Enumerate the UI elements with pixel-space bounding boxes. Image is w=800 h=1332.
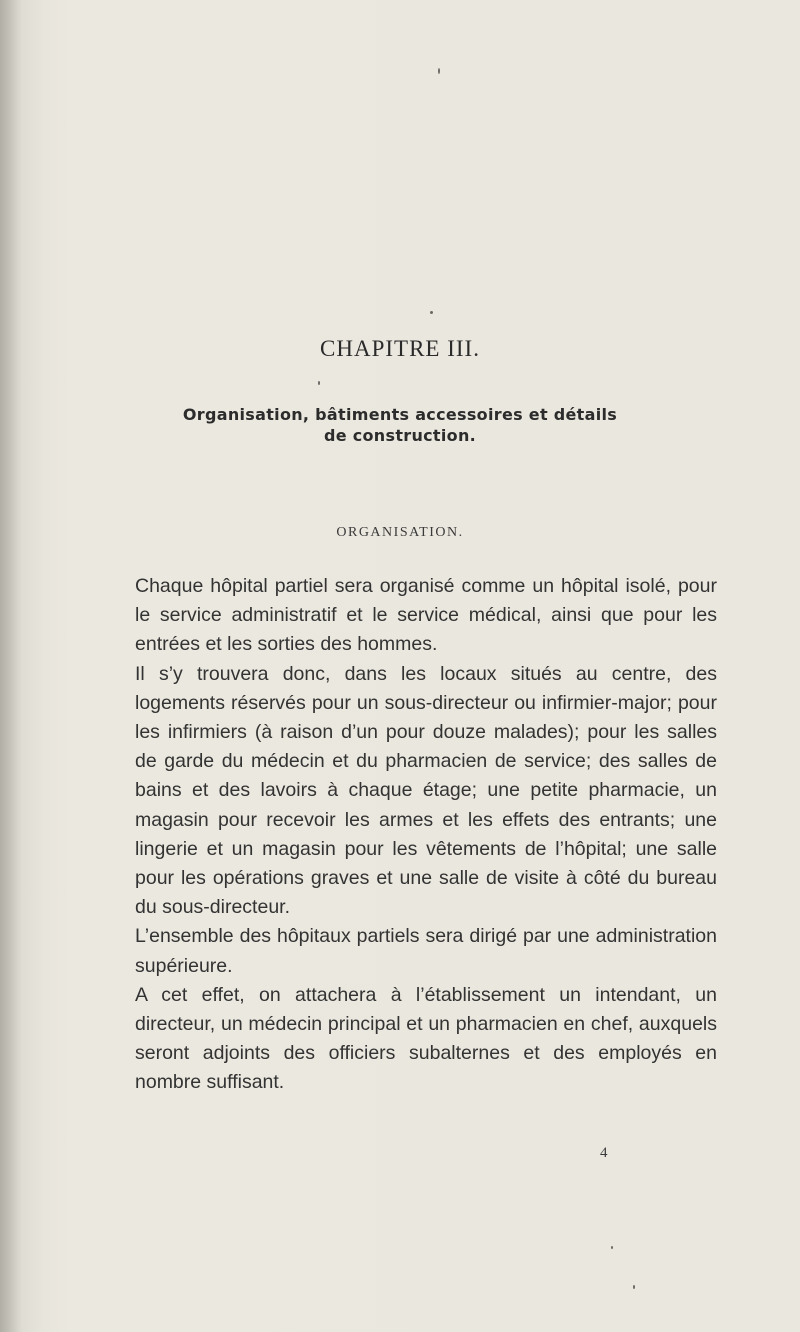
page-number: 4 <box>600 1145 608 1161</box>
paragraph-2: Il s’y trouvera donc, dans les locaux situés au centre, des logements réservés pour un sous-directeur ou infirmier-major; pour les infirmiers (à raison d’un pour douze malades); pour les salles de garde du médecin et du pharmacien de service; des salles de bains et des lavoirs à chaque étage; une petite pharmacie, un magasin pour recevoir les armes et les effets des entrants; une lingerie et un magasin pour les vêtements de l’hôpital; une salle pour les opérations graves et une salle de visite à côté du bureau du sous-directeur. <box>135 662 717 919</box>
paragraph-1: Chaque hôpital partiel sera organisé comme un hôpital isolé, pour le service administratif et le service médical, ainsi que pour les entrées et les sorties des hommes. <box>135 575 717 656</box>
chapter-subtitle <box>0 404 800 446</box>
paper-speck <box>438 68 440 74</box>
chapter-title: CHAPITRE III. <box>320 336 480 361</box>
body-text <box>135 572 717 1098</box>
paper-speck <box>611 1246 613 1249</box>
subtitle-line-1: Organisation, bâtiments accessoires et détails <box>182 405 618 424</box>
binding-shadow <box>0 0 22 1332</box>
paper-speck <box>318 381 320 385</box>
paragraph-4: A cet effet, on attachera à l’établissement un intendant, un directeur, un médecin principal et un pharmacien en chef, auxquels seront adjoints des officiers subalternes et des employés en nombre suffisant. <box>135 983 717 1094</box>
paper-speck <box>430 311 433 314</box>
paragraph-3: L’ensemble des hôpitaux partiels sera dirigé par une administration supérieure. <box>135 925 717 977</box>
paper-speck <box>633 1285 635 1289</box>
section-heading: ORGANISATION. <box>336 525 464 540</box>
subtitle-line-2: de construction. <box>323 426 477 445</box>
